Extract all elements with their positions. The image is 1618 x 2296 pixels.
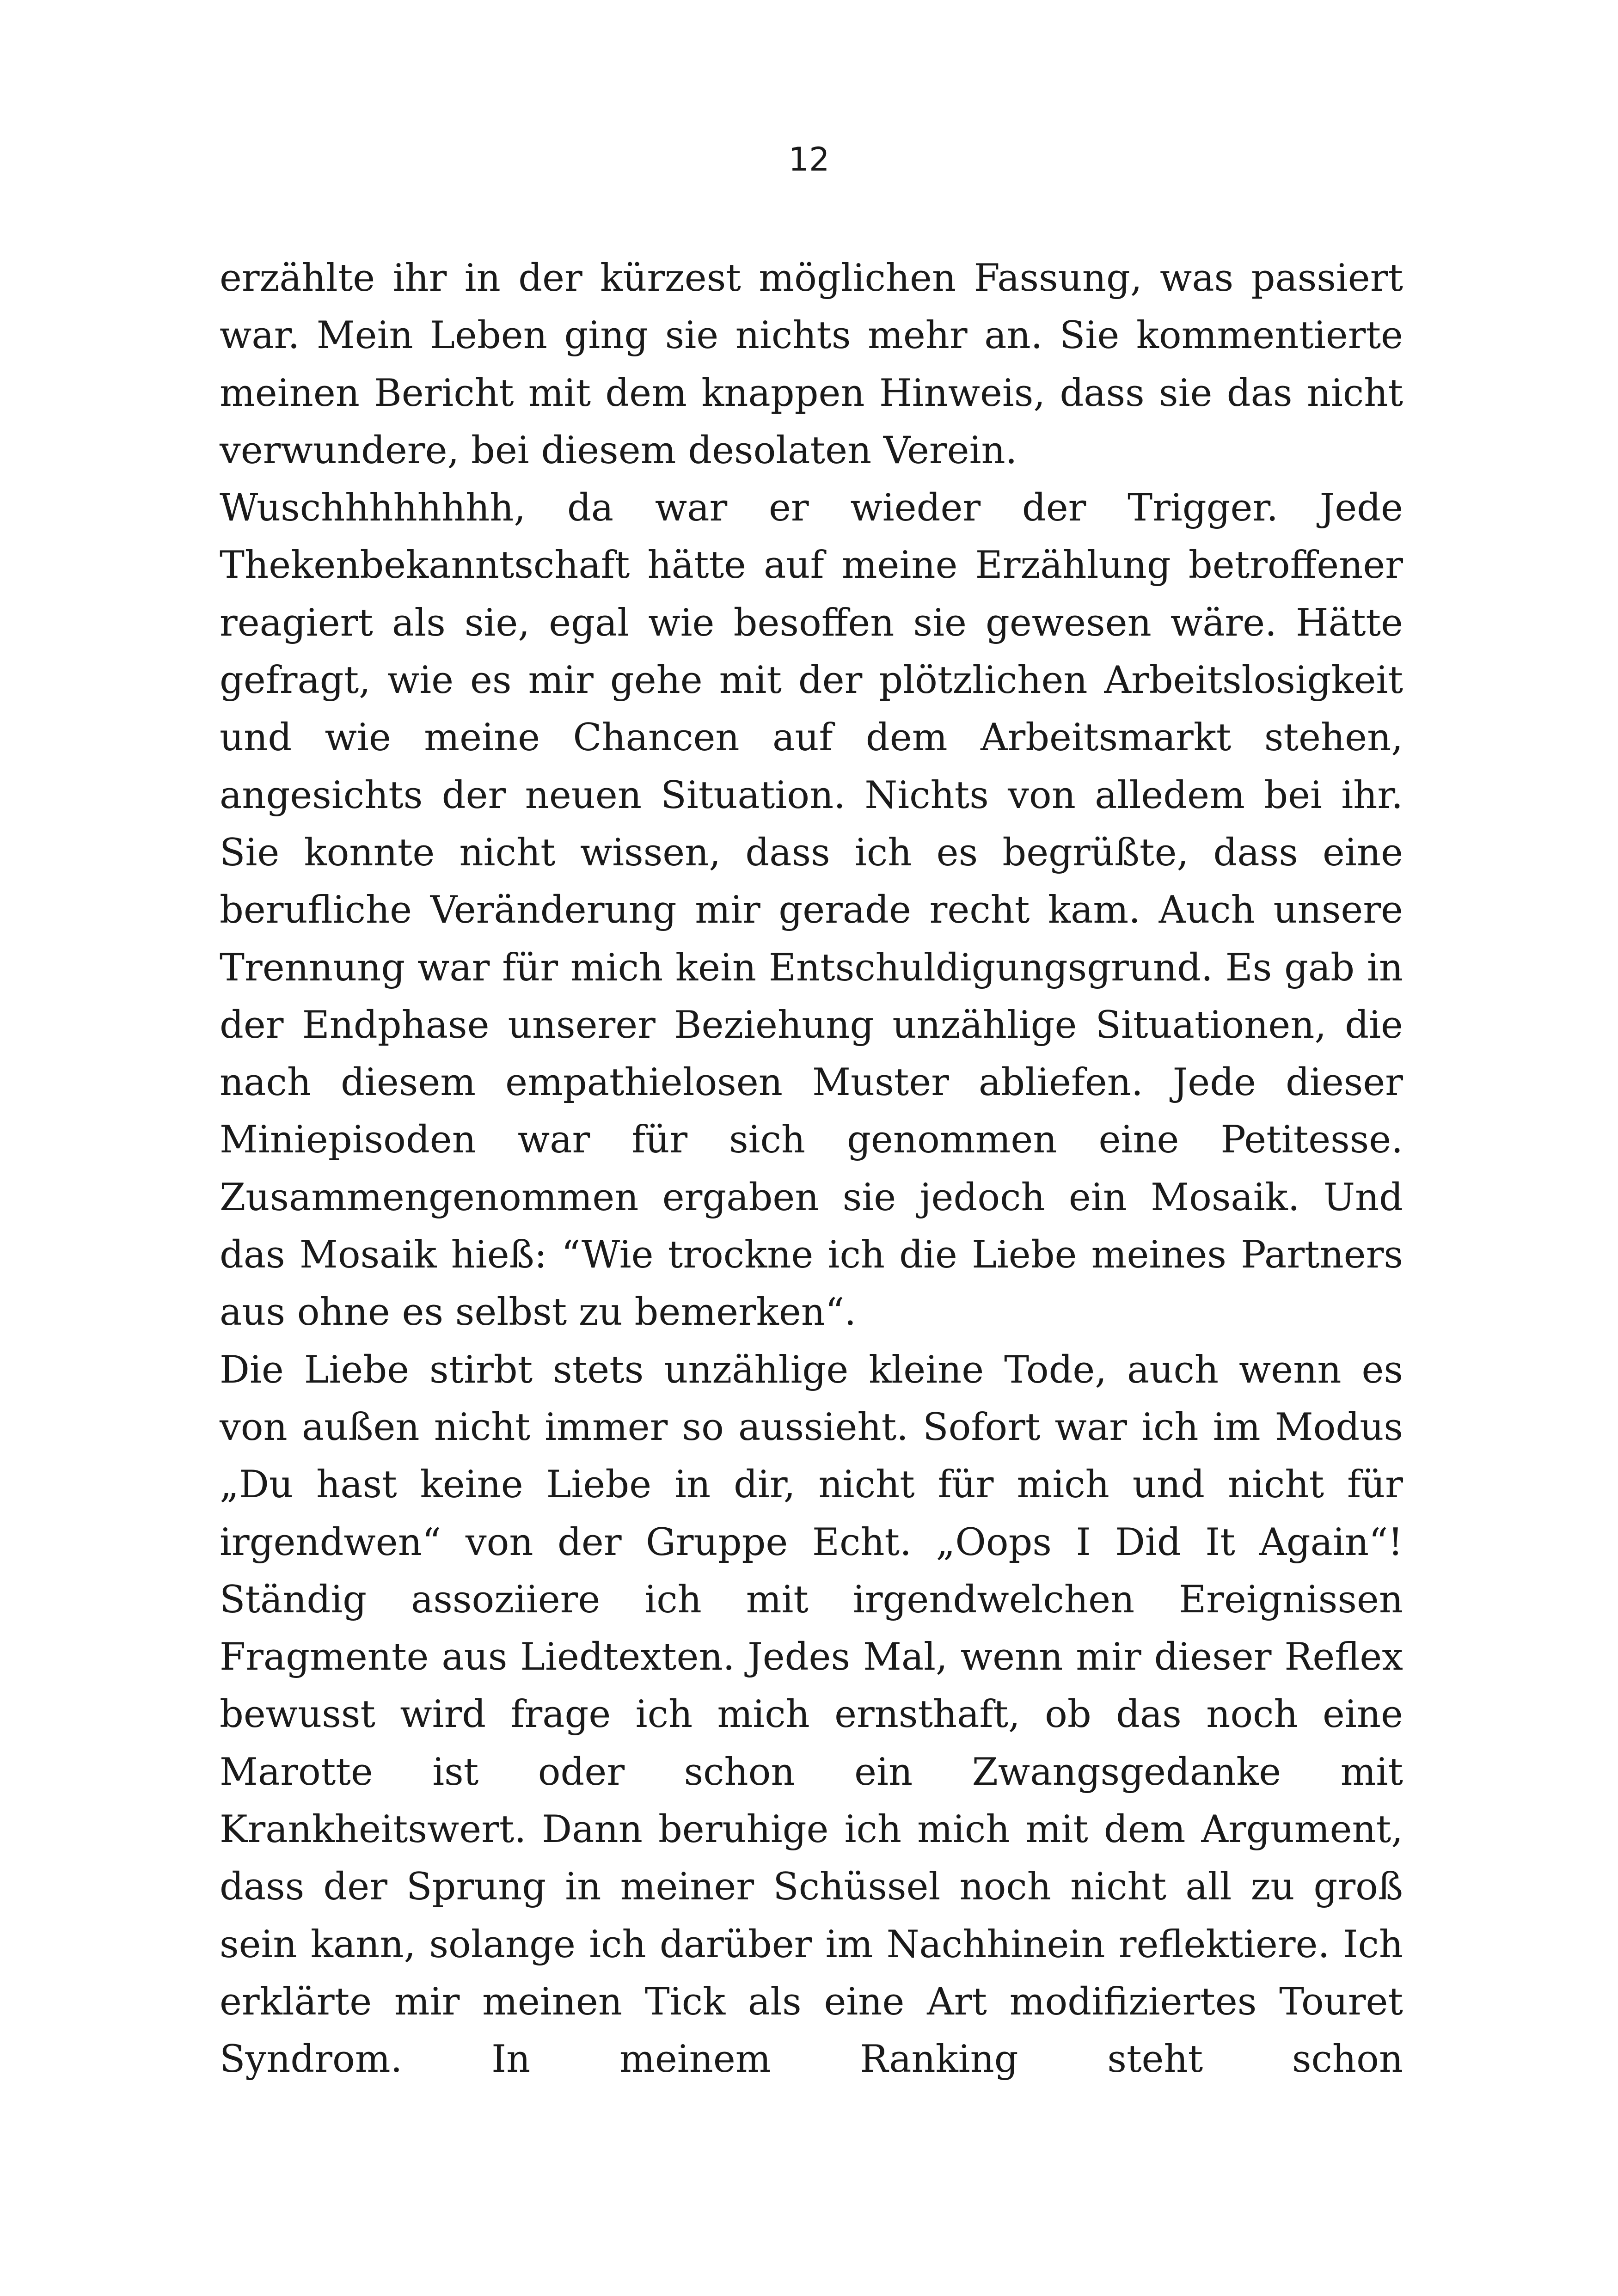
paragraph: Die Liebe stirbt stets unzählige kleine Tode, auch wenn es von außen nicht immer so aussieht. Sofort war ich im Modus „Du hast keine Liebe in dir, nicht für mich und nicht für irgendwen“ von der Gruppe Echt. „Oops I Did It Again“! Ständig assoziiere ich mit irgendwelchen Ereignissen Fragmente aus Liedtexten. Jedes Mal, wenn mir dieser Reflex bewusst wird frage ich mich ernsthaft, ob das noch eine Marotte ist oder schon ein Zwangsgedanke mit Krankheitswert. Dann beruhige ich mich mit dem Argument, dass der Sprung in meiner Schüssel noch nicht all zu groß sein kann, solange ich darüber im Nachhinein reflektiere. Ich erklärte mir meinen Tick als eine Art modifiziertes Touret Syndrom. In meinem Ranking steht schon (220, 1348, 1403, 2082)
paragraph: erzählte ihr in der kürzest möglichen Fassung, was passiert war. Mein Leben ging sie nichts mehr an. Sie kommentierte meinen Bericht mit dem knappen Hinweis, dass sie das nicht verwundere, bei diesem desolaten Verein. (220, 257, 1403, 472)
paragraph: Wuschhhhhhhh, da war er wieder der Trigger. Jede Thekenbekanntschaft hätte auf meine Erzählung betroffener reagiert als sie, egal wie besoffen sie gewesen wäre. Hätte gefragt, wie es mir gehe mit der plötzlichen Arbeitslosigkeit und wie meine Chancen auf dem Arbeitsmarkt stehen, angesichts der neuen Situation. Nichts von alledem bei ihr. Sie konnte nicht wissen, dass ich es begrüßte, dass eine berufliche Veränderung mir gerade recht kam. Auch unsere Trennung war für mich kein Entschuldigungsgrund. Es gab in der Endphase unserer Beziehung unzählige Situationen, die nach diesem empathielosen Muster abliefen. Jede dieser Miniepisoden war für sich genommen eine Petitesse. Zusammengenommen ergaben sie jedoch ein Mosaik. Und das Mosaik hieß: “Wie trockne ich die Liebe meines Partners aus ohne es selbst zu bemerken“. (220, 486, 1403, 1335)
page-number: 12 (788, 141, 830, 178)
body-text (220, 250, 1403, 2088)
